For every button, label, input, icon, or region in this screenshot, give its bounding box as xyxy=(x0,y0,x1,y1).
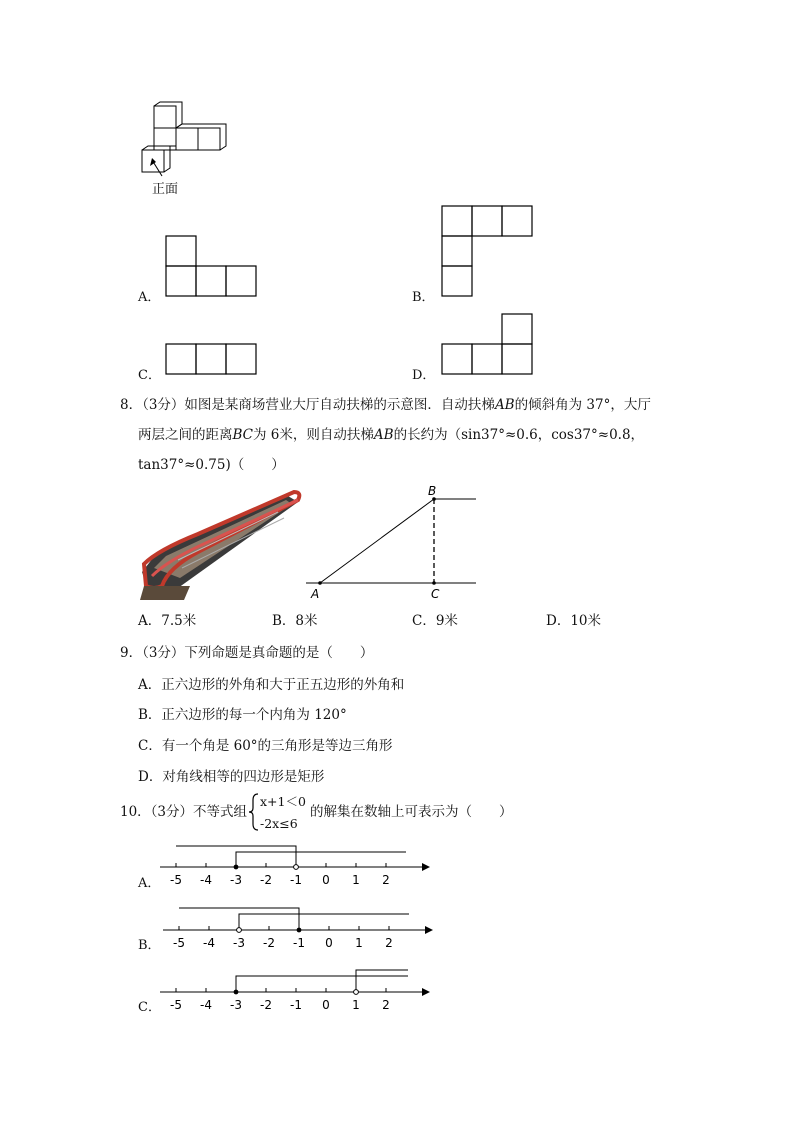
q10-numberline-a xyxy=(160,840,430,890)
tick-label: 2 xyxy=(385,936,393,950)
tick-label: 1 xyxy=(355,936,363,950)
q8-option-a[interactable]: A．7.5米 xyxy=(138,613,197,629)
tick-label: -2 xyxy=(260,998,272,1012)
tick-label: -4 xyxy=(200,998,212,1012)
q7-cube-figure xyxy=(130,100,240,200)
q8-ab: AB xyxy=(373,427,394,443)
tick-label: -5 xyxy=(170,873,182,887)
point-a-label: A xyxy=(311,587,320,600)
tick-label: -2 xyxy=(263,936,275,950)
tick-label: -1 xyxy=(290,873,302,887)
q9-stem: 9．（3分）下列命题是真命题的是（ ） xyxy=(120,645,374,661)
tick-label: 0 xyxy=(322,873,330,887)
q7-option-b-label[interactable]: B． xyxy=(412,290,435,305)
point-c-label: C xyxy=(431,587,440,600)
q8-option-d[interactable]: D．10米 xyxy=(546,613,602,629)
q10-numberline-c xyxy=(160,964,430,1014)
q8-text: 为 6米，则自动扶梯 xyxy=(253,427,374,443)
q10-ineq2: -2x≤6 xyxy=(260,816,298,831)
q8-stem-line2 xyxy=(138,426,644,444)
q8-text: 的倾斜角为 37°，大厅 xyxy=(514,397,651,413)
tick-label: -4 xyxy=(203,936,215,950)
tick-label: 2 xyxy=(382,998,390,1012)
q7-option-d-label[interactable]: D． xyxy=(412,368,436,383)
q9-option-a[interactable]: A．正六边形的外角和大于正五边形的外角和 xyxy=(138,677,405,693)
q7-option-d-figure xyxy=(440,312,536,376)
front-label: 正面 xyxy=(152,182,179,197)
tick-label: 0 xyxy=(325,936,333,950)
q10-numberline-b xyxy=(163,902,433,952)
q8-text: 8．（3分）如图是某商场营业大厅自动扶梯的示意图．自动扶梯 xyxy=(120,397,495,413)
q8-bc: BC xyxy=(232,427,254,443)
tick-label: 1 xyxy=(352,873,360,887)
escalator-illustration-icon xyxy=(138,490,306,604)
q9-option-d[interactable]: D．对角线相等的四边形是矩形 xyxy=(138,769,325,785)
q10-option-b-label[interactable]: B． xyxy=(138,938,161,953)
q9-option-c[interactable]: C．有一个角是 60°的三角形是等边三角形 xyxy=(138,738,393,754)
q8-ab: AB xyxy=(494,397,515,413)
q8-text: 的长约为（sin37°≈0.6，cos37°≈0.8， xyxy=(393,427,645,443)
tick-label: -5 xyxy=(173,936,185,950)
q10-stem-pre: 10．（3分）不等式组 xyxy=(120,804,248,820)
q10-ineq1: x+1＜0 xyxy=(260,794,306,809)
tick-label: 0 xyxy=(322,998,330,1012)
q10-option-a-label[interactable]: A． xyxy=(138,876,161,891)
tick-label: -1 xyxy=(293,936,305,950)
q7-option-c-label[interactable]: C． xyxy=(138,368,161,383)
tick-label: -3 xyxy=(230,998,242,1012)
tick-label: 2 xyxy=(382,873,390,887)
tick-label: -3 xyxy=(230,873,242,887)
tick-label: -2 xyxy=(260,873,272,887)
q8-text: 两层之间的距离 xyxy=(138,427,233,443)
q7-option-a-label[interactable]: A． xyxy=(138,290,161,305)
q10-stem-post: 的解集在数轴上可表示为（ ） xyxy=(310,804,513,820)
q8-stem-line3: tan37°≈0.75)（ ） xyxy=(138,457,285,473)
q7-option-b-figure xyxy=(440,204,536,298)
q8-stem-line1 xyxy=(120,396,651,414)
q8-option-b[interactable]: B．8米 xyxy=(272,613,318,629)
q7-option-a-figure xyxy=(164,234,260,298)
tick-label: -5 xyxy=(170,998,182,1012)
tick-label: -3 xyxy=(233,936,245,950)
q7-option-c-figure xyxy=(164,342,260,376)
tick-label: -1 xyxy=(290,998,302,1012)
q8-geometry-diagram xyxy=(300,482,480,600)
q9-option-b[interactable]: B．正六边形的每一个内角为 120° xyxy=(138,707,347,723)
tick-label: 1 xyxy=(352,998,360,1012)
point-b-label: B xyxy=(428,484,437,498)
q10-brace xyxy=(248,792,260,832)
q8-option-c[interactable]: C．9米 xyxy=(412,613,458,629)
tick-label: -4 xyxy=(200,873,212,887)
q10-option-c-label[interactable]: C． xyxy=(138,1000,161,1015)
